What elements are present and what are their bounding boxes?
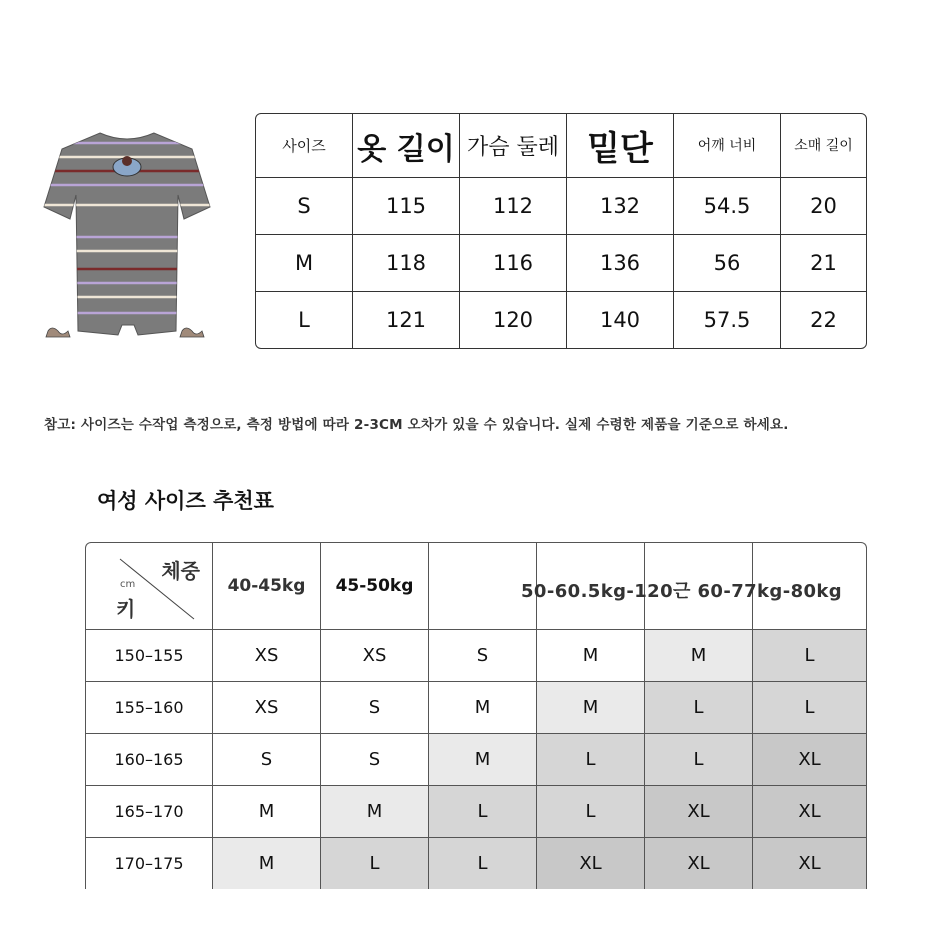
tshirt-dress-illustration xyxy=(42,125,212,355)
height-label: 키 xyxy=(116,597,136,621)
size-measurement-table xyxy=(255,113,867,349)
cell: 140 xyxy=(567,292,674,348)
unit-label: cm xyxy=(120,579,136,590)
size-cell: S xyxy=(213,734,321,786)
size-cell: XL xyxy=(537,838,645,889)
cell: L xyxy=(256,292,353,348)
corner-cell xyxy=(86,543,213,630)
size-cell: M xyxy=(537,630,645,682)
cell: 112 xyxy=(460,178,567,235)
header-hem: 밑단 xyxy=(567,114,674,178)
size-cell: L xyxy=(753,682,866,734)
cell: 56 xyxy=(674,235,781,292)
table-row xyxy=(86,682,866,734)
height-cell: 155–160 xyxy=(86,682,213,734)
size-cell: XL xyxy=(645,838,753,889)
weight-col-2: 45-50kg xyxy=(321,543,429,630)
size-cell: S xyxy=(321,734,429,786)
cell: 21 xyxy=(781,235,866,292)
header-chest: 가슴 둘레 xyxy=(460,114,567,178)
cell: 132 xyxy=(567,178,674,235)
size-cell: L xyxy=(537,734,645,786)
cell: M xyxy=(256,235,353,292)
cell: 136 xyxy=(567,235,674,292)
size-cell: M xyxy=(645,630,753,682)
size-cell: L xyxy=(537,786,645,838)
size-cell: M xyxy=(429,682,537,734)
size-cell: M xyxy=(321,786,429,838)
size-cell: M xyxy=(429,734,537,786)
header-size: 사이즈 xyxy=(256,114,353,178)
size-cell: L xyxy=(753,630,866,682)
header-sleeve: 소매 길이 xyxy=(781,114,866,178)
cell: 121 xyxy=(353,292,460,348)
recommend-title: 여성 사이즈 추천표 xyxy=(97,489,274,513)
header-shoulder: 어깨 너비 xyxy=(674,114,781,178)
size-cell: M xyxy=(537,682,645,734)
size-cell: S xyxy=(321,682,429,734)
size-cell: L xyxy=(645,734,753,786)
table-row xyxy=(256,178,866,235)
size-cell: M xyxy=(213,786,321,838)
size-cell: L xyxy=(321,838,429,889)
table-row xyxy=(256,292,866,348)
cell: 116 xyxy=(460,235,567,292)
cell: 120 xyxy=(460,292,567,348)
cell: 118 xyxy=(353,235,460,292)
height-cell: 150–155 xyxy=(86,630,213,682)
height-cell: 170–175 xyxy=(86,838,213,889)
size-cell: L xyxy=(645,682,753,734)
cell: 54.5 xyxy=(674,178,781,235)
cell: 20 xyxy=(781,178,866,235)
measurement-note: 참고: 사이즈는 수작업 측정으로, 측정 방법에 따라 2-3CM 오차가 있을 수 있습니다. 실제 수령한 제품을 기준으로 하세요. xyxy=(44,417,789,433)
cell: 57.5 xyxy=(674,292,781,348)
size-cell: M xyxy=(213,838,321,889)
weight-label: 체중 xyxy=(161,559,200,583)
height-cell: 165–170 xyxy=(86,786,213,838)
size-cell: L xyxy=(429,838,537,889)
cell: 22 xyxy=(810,308,837,332)
size-cell: XS xyxy=(321,630,429,682)
table-row xyxy=(86,838,866,889)
table-row xyxy=(256,235,866,292)
size-cell: XS xyxy=(213,630,321,682)
size-cell: XS xyxy=(213,682,321,734)
table-row xyxy=(86,734,866,786)
size-cell: XL xyxy=(753,838,866,889)
header-length: 옷 길이 xyxy=(353,114,460,178)
size-cell: L xyxy=(429,786,537,838)
size-cell: S xyxy=(429,630,537,682)
cell: S xyxy=(256,178,353,235)
table-header-row xyxy=(256,114,866,178)
size-cell: XL xyxy=(753,786,866,838)
table-row xyxy=(86,786,866,838)
height-cell: 160–165 xyxy=(86,734,213,786)
weight-col-1: 40-45kg xyxy=(213,543,321,630)
cell: 115 xyxy=(353,178,460,235)
table-row xyxy=(86,630,866,682)
weight-range-overflow-label: 50-60.5kg-120근 60-77kg-80kg xyxy=(521,581,843,602)
size-cell: XL xyxy=(645,786,753,838)
size-cell: XL xyxy=(753,734,866,786)
